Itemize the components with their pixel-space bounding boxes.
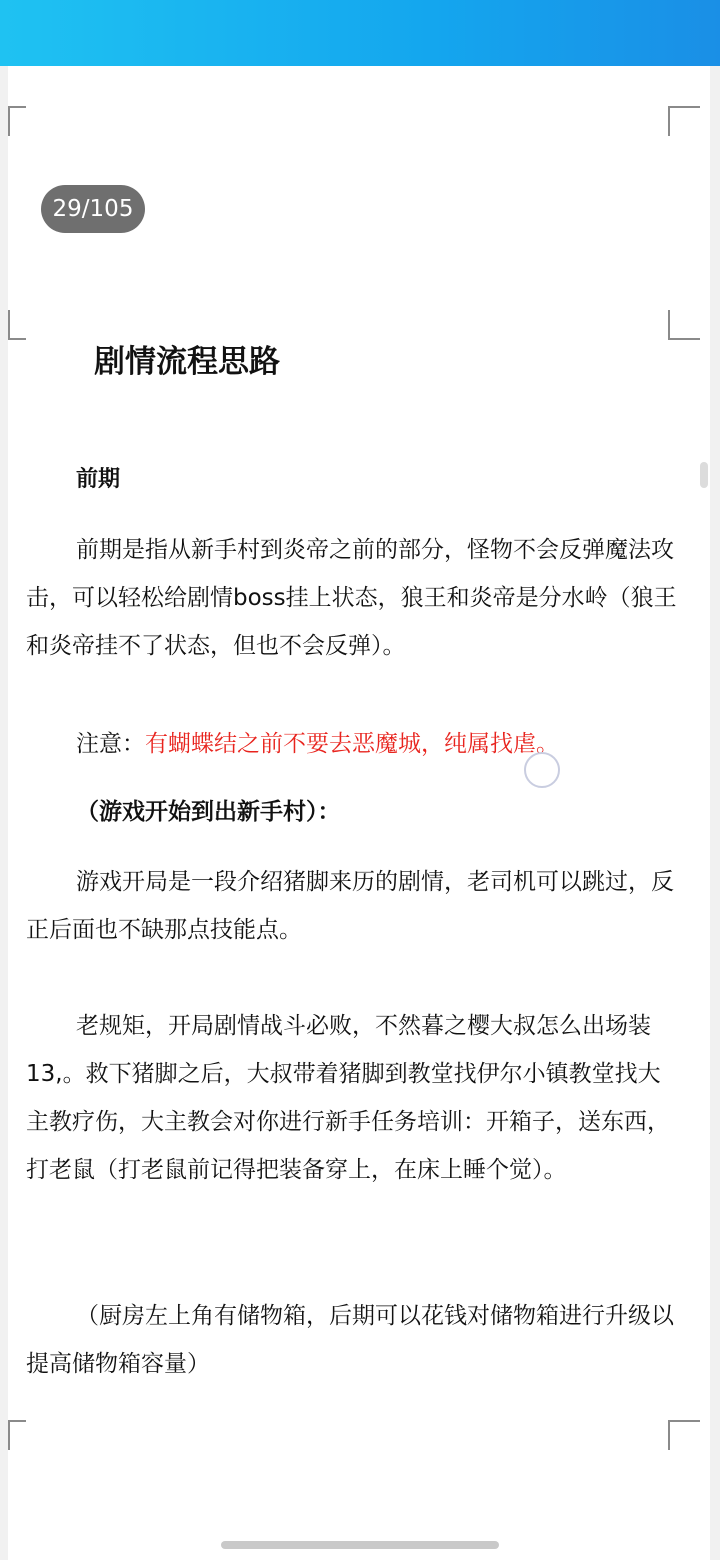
paragraph: 游戏开局是一段介绍猪脚来历的剧情，老司机可以跳过，反正后面也不缺那点技能点。: [26, 869, 674, 943]
loading-spinner-icon: [524, 752, 560, 788]
paragraph: 前期是指从新手村到炎帝之前的部分，怪物不会反弹魔法攻击，可以轻松给剧情boss挂上状态，狼王和炎帝是分水岭（狼王和炎帝挂不了状态，但也不会反弹）。: [26, 537, 677, 659]
page-corner-mark: [8, 310, 26, 340]
page-corner-mark: [8, 106, 26, 136]
document-title: 剧情流程思路: [94, 344, 280, 380]
status-bar: [0, 0, 720, 66]
section-title: 前期: [76, 467, 121, 492]
note-line: [76, 720, 559, 768]
page-corner-mark: [668, 106, 700, 136]
page-corner-mark: [668, 310, 700, 340]
page-indicator: 29/105: [41, 185, 145, 233]
home-indicator[interactable]: [221, 1541, 499, 1549]
note-label: 注意：: [76, 731, 145, 757]
paragraph: （厨房左上角有储物箱，后期可以花钱对储物箱进行升级以提高储物箱容量）: [26, 1303, 674, 1377]
paragraph: 老规矩，开局剧情战斗必败，不然暮之樱大叔怎么出场装13,。救下猪脚之后，大叔带着猪脚到教堂找伊尔小镇教堂找大主教疗伤，大主教会对你进行新手任务培训：开箱子，送东西，打老鼠（打老鼠前记得把装备穿上，在床上睡个觉）。: [26, 1013, 670, 1183]
scrollbar-thumb[interactable]: [700, 462, 708, 488]
subsection-title: （游戏开始到出新手村）：: [76, 799, 341, 825]
note-warning-text: 有蝴蝶结之前不要去恶魔城，纯属找虐。: [145, 731, 559, 757]
page-corner-mark: [8, 1420, 26, 1450]
page-corner-mark: [668, 1420, 700, 1450]
